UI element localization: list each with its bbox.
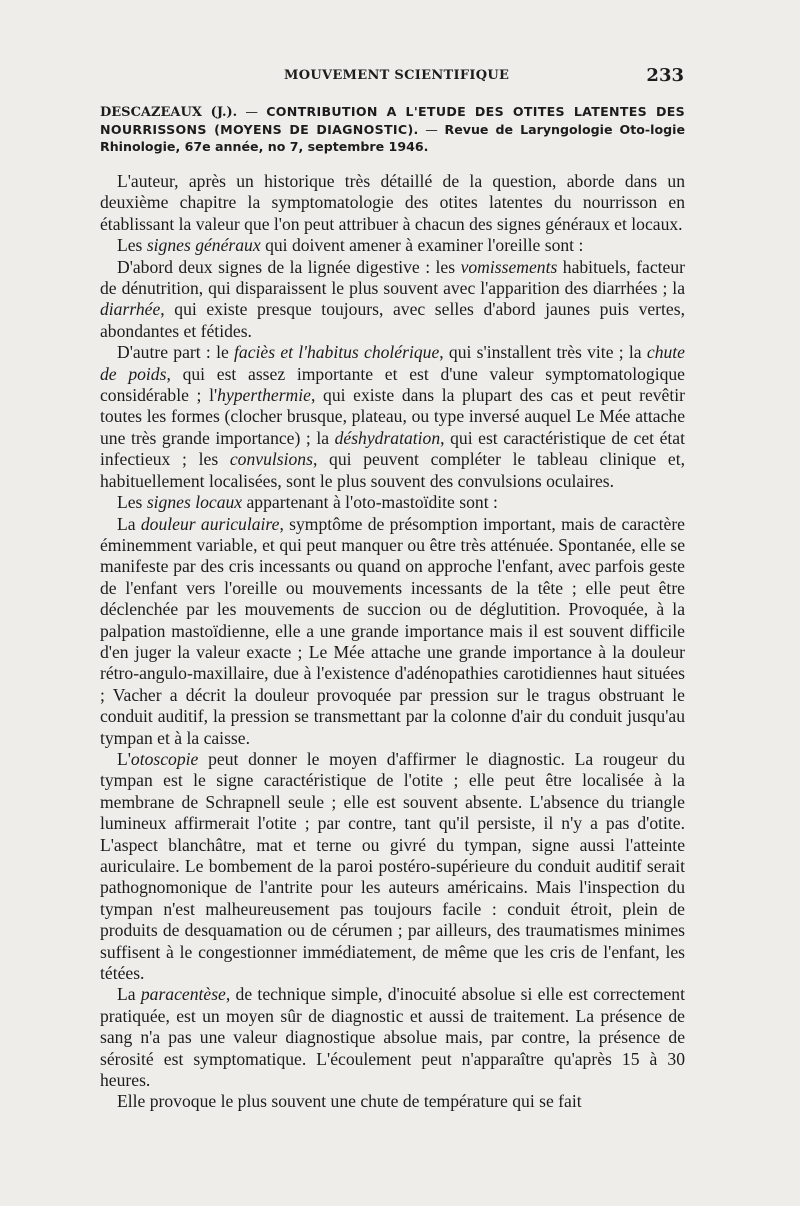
- paragraph-otoscopy: [100, 749, 685, 984]
- emphasis-term: douleur auriculaire: [140, 513, 280, 534]
- running-title: MOUVEMENT SCIENTIFIQUE: [284, 68, 510, 83]
- emphasis-term: hyperthermie: [217, 385, 311, 406]
- emphasis-term: faciès et l'habitus cholérique: [234, 342, 440, 363]
- text-run: , qui est assez importante et est d'une valeur symptomatologique considérable ; l': [100, 363, 685, 406]
- text-run: , qui existe presque toujours, avec selles d'abord jaunes puis vertes, abondantes et fétides.: [100, 299, 685, 341]
- paragraph-general-signs: [100, 235, 685, 256]
- emphasis-term: convulsions: [229, 449, 313, 470]
- text-run: Les: [117, 235, 147, 256]
- text-run: , symptôme de présomption important, mais de caractère éminemment variable, et qui peut manquer ou être très atténuée. Spontanée, elle se manifeste par des cris incessants ou quand on approche l'enfant, avec parfois geste de l'enfant vers l'oreille ou mouvements incessants de la tête ; elle peut être déclenchée par les mouvements de succion ou de déglutition. Provoquée, à la palpation mastoïdienne, elle a une grande importance mais il est souvent difficile d'en juger la valeur exacte ; Le Mée attache une grande importance à la douleur rétro-angulo-maxillaire, due à l'existence d'adénopathies carotidiennes haut situées ; Vacher a décrit la douleur provoquée par pression sur le tragus obstruant le conduit auditif, la pression se transmettant par la colonne d'air du conduit jusqu'au tympan et à la caisse.: [100, 513, 685, 748]
- text-run: La: [117, 513, 141, 534]
- page-number: 233: [646, 65, 684, 86]
- text-run: , qui s'installent très vite ; la: [439, 342, 647, 363]
- emphasis-term: chute de poids: [100, 342, 685, 384]
- paragraph-local-signs: [100, 492, 685, 513]
- emphasis-term: signes locaux: [146, 492, 243, 513]
- paragraph-ear-pain: [100, 514, 685, 749]
- emphasis-term: otoscopie: [130, 748, 199, 769]
- text-run: habituels, facteur de dénutrition, qui disparaissent le plus souvent avec l'apparition des diarrhées ; la: [100, 256, 685, 299]
- text-run: appartenant à l'oto-mastoïdite sont :: [242, 492, 498, 513]
- text-run: , qui existe dans la plupart des cas et peut revêtir toutes les formes (clocher brusque, plateau, ou type inversé auquel Le Mée attache une très grande importance) ; la: [100, 385, 685, 448]
- text-run: D'abord deux signes de la lignée digestive : les: [117, 256, 461, 277]
- paragraph-continuation: Elle provoque le plus souvent une chute de température qui se fait: [117, 1091, 582, 1112]
- citation-dash: —: [237, 104, 267, 119]
- text-run: qui doivent amener à examiner l'oreille sont :: [260, 235, 584, 256]
- text-run: , qui est caractéristique de cet état infectieux ; les: [100, 427, 685, 470]
- bibliographic-citation: [100, 103, 685, 155]
- text-run: L': [117, 748, 131, 769]
- paragraph-paracentesis: [100, 984, 685, 1091]
- citation-title: CONTRIBUTION A L'ETUDE DES OTITES LATENTES DES NOURRISSONS (MOYENS DE DIAGNOSTIC).: [100, 104, 685, 137]
- emphasis-term: vomissements: [460, 256, 558, 277]
- text-run: peut donner le moyen d'affirmer le diagnostic. La rougeur du tympan est le signe caractéristique de l'otite ; elle peut être localisée à la membrane de Schrapnell seule ; elle est souvent absente. L'absence du triangle lumineux affirmerait l'otite ; par contre, tant qu'il persiste, il n'y a pas d'otite. L'aspect blanchâtre, mat et terne ou givré du tympan, signe aussi l'atteinte auriculaire. Le bombement de la paroi postéro-supérieure du conduit auditif serait pathognomonique de l'antrite pour les auteurs américains. Mais l'inspection du tympan n'est malheureusement pas toujours facile : conduit étroit, plein de produits de desquamation ou de cérumen ; par ailleurs, des traumatismes minimes suffisent à le congestionner immédiatement, de même que les cris de l'enfant, les tétées.: [100, 748, 685, 984]
- citation-journal: Revue de Laryngologie Oto-logie Rhinologie, 67e année, no 7, septembre 1946.: [100, 122, 685, 154]
- text-run: D'autre part : le: [117, 342, 235, 363]
- article-body: [100, 171, 685, 1113]
- text-run: , de technique simple, d'inocuité absolue si elle est correctement pratiquée, est un moyen sûr de diagnostic et aussi de traitement. La présence de sang n'a pas une valeur diagnostique absolue mais, par contre, la présence de sérosité est symptomatique. L'écoulement peut n'apparaître qu'après 15 à 30 heures.: [100, 984, 685, 1091]
- emphasis-term: diarrhée: [100, 299, 161, 320]
- emphasis-term: déshydratation: [334, 427, 441, 448]
- text-run: Les: [117, 492, 147, 513]
- paragraph-digestive-signs: [100, 257, 685, 343]
- paragraph-other-signs: [100, 342, 685, 492]
- emphasis-term: signes généraux: [146, 235, 261, 256]
- running-head: [84, 65, 684, 92]
- paragraph-intro: L'auteur, après un historique très détaillé de la question, aborde dans un deuxième chapitre la symptomatologie des otites latentes du nourrisson en établissant la valeur que l'on peut attribuer à chacun des signes généraux et locaux.: [100, 171, 685, 234]
- citation-dash-2: —: [418, 122, 445, 137]
- citation-author: DESCAZEAUX (J.).: [100, 105, 238, 120]
- text-run: La: [117, 984, 141, 1005]
- text-run: , qui peuvent compléter le tableau clinique et, habituellement localisées, sont le plus souvent des convulsions oculaires.: [100, 449, 686, 491]
- emphasis-term: paracentèse: [140, 984, 226, 1005]
